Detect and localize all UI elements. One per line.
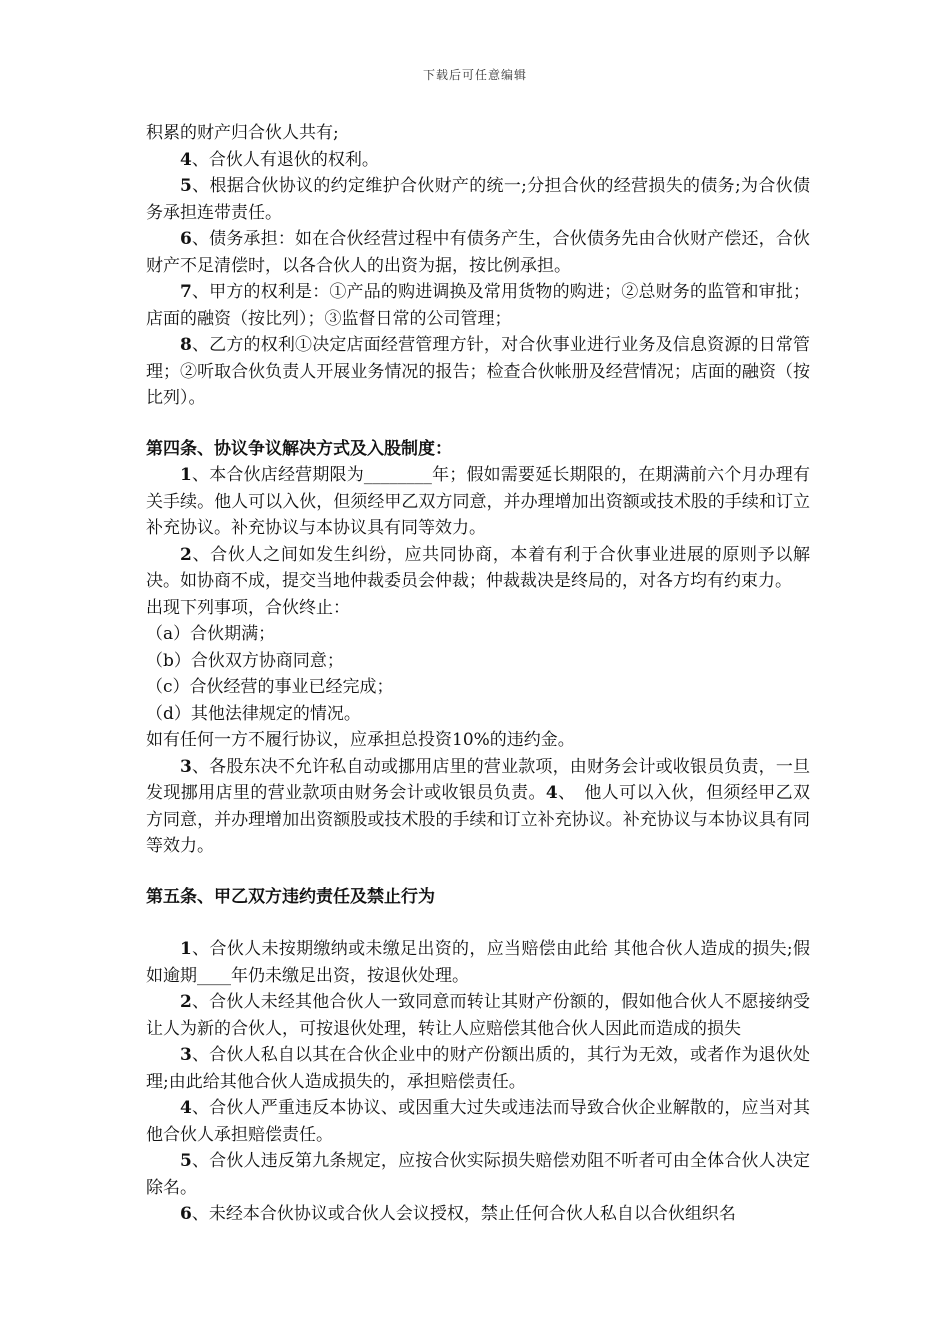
spacer — [146, 860, 810, 884]
clause-number: 1 — [180, 465, 192, 485]
clause-number: 4 — [180, 149, 192, 170]
clause-text: 、合伙人私自以其在合伙企业中的财产份额出质的，其行为无效，或者作为退伙处理;由此给其他合伙人造成损失的，承担赔偿责任。 — [146, 1045, 810, 1092]
clause-text: 、 他人可以入伙，但须经甲乙双方同意，并办理增加出资额股或技术股的手续和订立补充协议。补充协议与本协议具有同等效力。 — [146, 783, 811, 856]
clause-number: 4 — [180, 1098, 192, 1118]
clause-text: 、合伙人未按期缴纳或未缴足出资的，应当赔偿由此给 其他合伙人造成的损失;假如逾期____年仍未缴足出资，按退伙处理。 — [146, 939, 810, 986]
clause-text: 、乙方的权利①决定店面经营管理方针，对合伙事业进行业务及信息资源的日常管理；②听取合伙负责人开展业务情况的报告；检查合伙帐册及经营情况；店面的融资（按比列）。 — [146, 335, 810, 408]
list-item: （d）其他法律规定的情况。 — [146, 703, 361, 724]
clause-number: 6 — [180, 229, 192, 249]
clause-text: 、甲方的权利是：①产品的购进调换及常用货物的购进；②总财务的监管和审批；店面的融资（按比列）；③监督日常的公司管理； — [146, 282, 810, 329]
clause-text: 、合伙人有退伙的权利。 — [191, 149, 379, 170]
clause-text: 、未经本合伙协议或合伙人会议授权，禁止任何合伙人私自以合伙组织名 — [191, 1204, 736, 1224]
clause-paragraph — [146, 542, 810, 595]
clause-text: 、合伙人违反第九条规定，应按合伙实际损失赔偿劝阻不听者可由全体合伙人决定除名。 — [146, 1151, 810, 1198]
clause-text: 、各股东决不允许私自动或挪用店里的营业款项，由财务会计或收银员负责，一旦发现挪用店里的营业款项由财务会计或收银员负责。 — [146, 756, 810, 803]
clause-number: 3 — [180, 1045, 192, 1065]
clause-paragraph — [146, 1042, 810, 1095]
clause-paragraph — [146, 936, 810, 989]
clause-paragraph — [146, 173, 810, 226]
clause-number: 7 — [180, 282, 192, 302]
page-header-note: 下载后可任意编辑 — [422, 68, 527, 82]
clause-text: 、合伙人未经其他合伙人一致同意而转让其财产份额的，假如他合伙人不愿接纳受让人为新的合伙人，可按退伙处理，转让人应赔偿其他合伙人因此而造成的损失 — [146, 992, 810, 1039]
paragraph: 如有任何一方不履行协议，应承担总投资10%的违约金。 — [146, 730, 575, 750]
clause-paragraph — [146, 332, 810, 412]
clause-paragraph — [146, 147, 810, 174]
clause-number: 1 — [180, 939, 192, 959]
list-item: （b）合伙双方协商同意； — [146, 650, 344, 671]
clause-number: 2 — [180, 992, 192, 1012]
clause-number: 5 — [180, 1151, 192, 1171]
clause-paragraph — [146, 1201, 810, 1228]
paragraph: 积累的财产归合伙人共有; — [146, 123, 339, 143]
clause-text: 、债务承担：如在合伙经营过程中有债务产生，合伙债务先由合伙财产偿还，合伙财产不足清偿时，以各合伙人的出资为据，按比例承担。 — [146, 229, 810, 276]
spacer — [146, 412, 810, 436]
section-heading-5: 第五条、甲乙双方违约责任及禁止行为 — [146, 886, 435, 907]
clause-number: 6 — [180, 1204, 192, 1224]
clause-paragraph — [146, 279, 810, 332]
clause-paragraph — [146, 1095, 810, 1148]
document-body — [146, 120, 810, 1228]
clause-paragraph — [146, 989, 810, 1042]
clause-text: 、本合伙店经营期限为________年；假如需要延长期限的，在期满前六个月办理有关手续。他人可以入伙，但须经甲乙双方同意，并办理增加出资额或技术股的手续和订立补充协议。补充协议与本协议具有同等效力。 — [146, 465, 810, 538]
clause-paragraph — [146, 1148, 810, 1201]
list-item: （c）合伙经营的事业已经完成； — [146, 677, 394, 697]
clause-number: 4 — [545, 783, 558, 803]
paragraph: 出现下列事项，合伙终止： — [146, 597, 350, 618]
clause-number: 8 — [180, 335, 192, 355]
clause-paragraph — [146, 226, 810, 279]
spacer — [146, 910, 810, 936]
clause-number: 2 — [180, 544, 192, 565]
clause-text: 、合伙人之间如发生纠纷，应共同协商，本着有利于合伙事业进展的原则予以解决。如协商不成，提交当地仲裁委员会仲裁；仲裁裁决是终局的，对各方均有约束力。 — [146, 544, 810, 591]
clause-number: 5 — [180, 176, 192, 196]
clause-number: 3 — [180, 756, 192, 777]
clause-text: 、合伙人严重违反本协议、或因重大过失或违法而导致合伙企业解散的，应当对其他合伙人承担赔偿责任。 — [146, 1098, 810, 1145]
section-heading-4: 第四条、协议争议解决方式及入股制度： — [146, 438, 452, 459]
clause-paragraph — [146, 754, 810, 860]
clause-paragraph — [146, 462, 810, 542]
list-item: （a）合伙期满； — [146, 624, 276, 644]
clause-text: 、根据合伙协议的约定维护合伙财产的统一;分担合伙的经营损失的债务;为合伙债务承担连带责任。 — [146, 176, 810, 223]
